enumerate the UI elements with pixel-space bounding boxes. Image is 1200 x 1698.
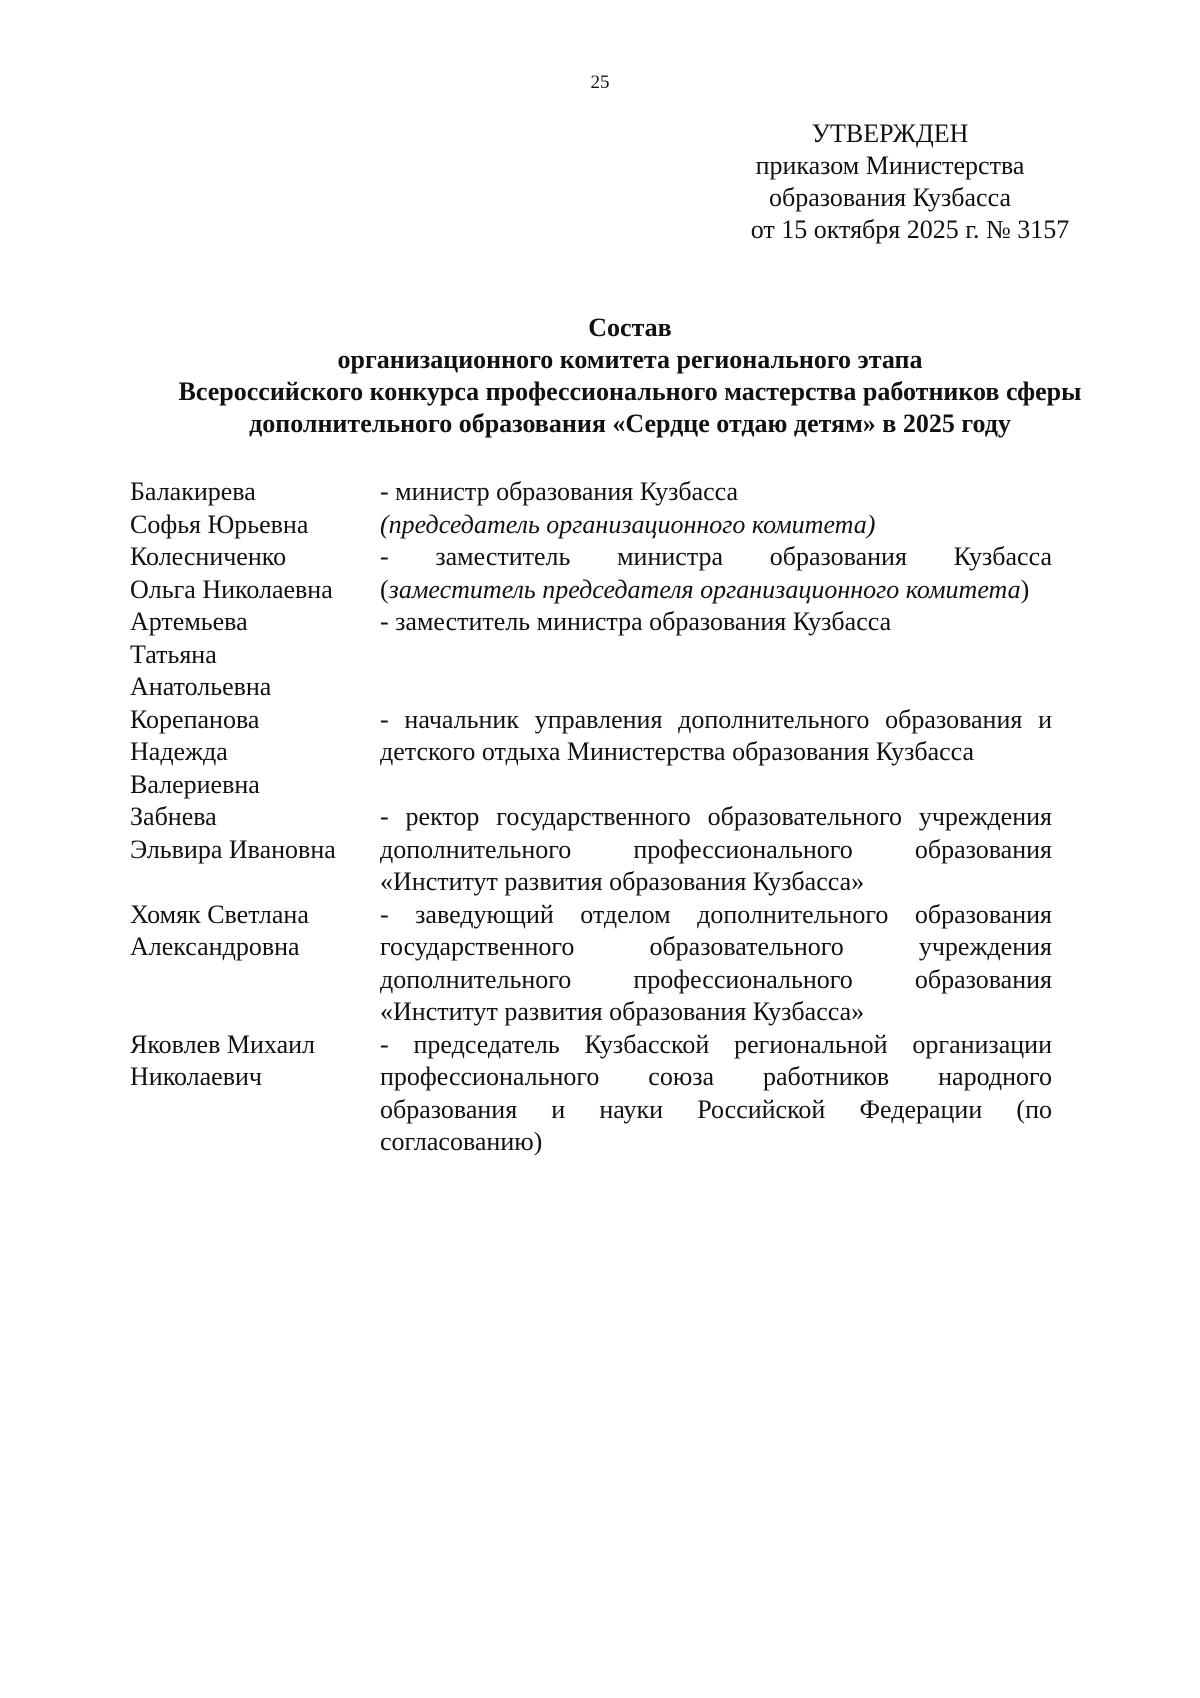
member-role-note: заместитель председателя организационного комитета xyxy=(388,574,1021,604)
member-name xyxy=(130,801,380,899)
member-role xyxy=(380,541,1052,606)
member-name xyxy=(130,1029,380,1159)
committee-member xyxy=(130,704,1052,802)
member-name-line: Софья Юрьевна xyxy=(130,509,309,539)
member-name-line: Александровна xyxy=(130,932,300,961)
member-role-note-open: ( xyxy=(380,574,389,604)
approval-stamp xyxy=(700,118,1080,246)
approval-date-number: от 15 октября 2025 г. № 3157 xyxy=(750,215,1070,244)
member-role-note: (председатель организационного комитета) xyxy=(380,509,876,539)
member-role-text: - заместитель министра образования Кузбасса xyxy=(380,542,1052,571)
member-name-line: Хомяк Светлана xyxy=(130,899,309,929)
member-name xyxy=(130,476,380,541)
member-role-text: - заместитель министра образования Кузбасса xyxy=(380,607,892,636)
member-role xyxy=(380,899,1052,1029)
member-role-text: - председатель Кузбасской региональной организации профессионального союза работников народного образования и науки Российской Федерации (по согласованию) xyxy=(380,1029,1052,1156)
committee-member xyxy=(130,541,1052,606)
member-name-line: Артемьева xyxy=(130,607,248,636)
approval-order: приказом Министерства xyxy=(755,151,1025,180)
member-role xyxy=(380,1029,1052,1159)
member-name-line: Эльвира Ивановна xyxy=(130,834,336,864)
document-title xyxy=(100,312,1160,440)
member-role xyxy=(380,801,1052,899)
page-number: 25 xyxy=(590,72,610,93)
member-name xyxy=(130,899,380,1029)
member-name xyxy=(130,541,380,606)
member-name-line: Татьяна xyxy=(130,639,217,669)
member-role-text: - министр образования Кузбасса xyxy=(380,477,739,506)
member-name xyxy=(130,606,380,704)
member-name-line: Валериевна xyxy=(130,769,260,799)
member-name-line: Колесниченко xyxy=(130,542,287,571)
committee-member xyxy=(130,476,1052,541)
member-role-note-close: ) xyxy=(1020,574,1030,604)
member-role-text: - заведующий отделом дополнительного образования государственного образовательного учреждения дополнительного профессионального образования «Институт развития образования Кузбасса» xyxy=(380,899,1052,1026)
member-role xyxy=(380,606,1052,704)
member-name xyxy=(130,704,380,802)
member-name-line: Анатольевна xyxy=(130,672,272,701)
committee-member xyxy=(130,606,1052,704)
member-name-line: Яковлев Михаил xyxy=(130,1029,315,1059)
title-line-2: организационного комитета регионального этапа xyxy=(337,345,923,374)
member-role xyxy=(380,704,1052,802)
member-name-line: Балакирева xyxy=(130,477,256,506)
title-line-3: Всероссийского конкурса профессионального мастерства работников сферы xyxy=(178,377,1082,406)
approval-ministry: образования Кузбасса xyxy=(768,183,1011,212)
member-name-line: Корепанова xyxy=(130,704,260,734)
committee-member xyxy=(130,899,1052,1029)
member-role xyxy=(380,476,1052,541)
member-name-line: Николаевич xyxy=(130,1062,262,1091)
member-role-text: - ректор государственного образовательного учреждения дополнительного профессионального образования «Институт развития образования Кузбасса» xyxy=(380,802,1052,896)
title-line-4: дополнительного образования «Сердце отдаю детям» в 2025 году xyxy=(249,409,1011,438)
member-role-text: - начальник управления дополнительного образования и детского отдыха Министерства образования Кузбасса xyxy=(380,704,1052,766)
member-name-line: Ольга Николаевна xyxy=(130,574,333,604)
title-line-1: Состав xyxy=(588,313,672,342)
committee-member xyxy=(130,801,1052,899)
member-name-line: Забнева xyxy=(130,802,217,831)
committee-member xyxy=(130,1029,1052,1159)
approval-status: УТВЕРЖДЕН xyxy=(811,119,969,148)
committee-member-list xyxy=(130,476,1052,1159)
member-name-line: Надежда xyxy=(130,737,228,766)
